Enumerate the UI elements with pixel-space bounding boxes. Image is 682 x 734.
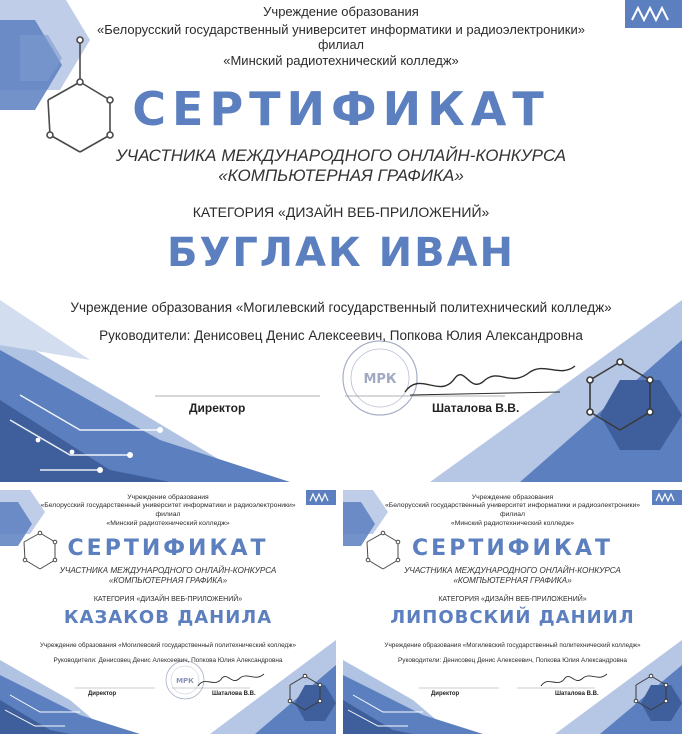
director-label: Директор [431,691,460,697]
director-label: Директор [88,691,117,697]
certificate-lipovsky [343,490,682,734]
supervisors: Руководители: Денисовец Денис Алексеевич, Попкова Юлия Александровна [398,657,627,664]
institution: Учреждение образования «Могилевский государственный политехнический колледж» [39,642,297,649]
header-line-3: филиал [318,38,364,52]
header-line-1: Учреждение образования [471,494,554,501]
certificate-kazakov [0,490,336,734]
header-line-3: филиал [500,511,525,518]
participant-line-1: УЧАСТНИКА МЕЖДУНАРОДНОГО ОНЛАЙН-КОНКУРСА [59,566,277,575]
recipient-name: БУГЛАК ИВАН [166,230,515,276]
participant-line-1: УЧАСТНИКА МЕЖДУНАРОДНОГО ОНЛАЙН-КОНКУРСА [404,566,621,575]
header-line-2: «Белорусский государственный университет информатики и радиоэлектроники» [97,22,585,37]
supervisors: Руководители: Денисовец Денис Алексеевич, Попкова Юлия Александровна [53,657,283,664]
recipient-name: КАЗАКОВ ДАНИЛА [63,607,273,628]
stamp-icon: МРК [363,372,397,387]
header-line-4: «Минский радиотехнический колледж» [450,520,575,527]
header-line-4: «Минский радиотехнический колледж» [223,53,459,68]
participant-line-2: «КОМПЬЮТЕРНАЯ ГРАФИКА» [453,576,572,585]
header-line-1: Учреждение образования [127,494,209,501]
category: КАТЕГОРИЯ «ДИЗАЙН ВЕБ-ПРИЛОЖЕНИЙ» [93,596,243,603]
recipient-name: ЛИПОВСКИЙ ДАНИИЛ [390,607,635,628]
institution: Учреждение образования «Могилевский государственный политехнический колледж» [70,300,612,315]
category: КАТЕГОРИЯ «ДИЗАЙН ВЕБ-ПРИЛОЖЕНИЙ» [192,204,490,220]
director-name: Шаталова В.В. [212,691,256,697]
institution: Учреждение образования «Могилевский государственный политехнический колледж» [384,642,641,649]
director-name: Шаталова В.В. [555,691,599,697]
certificate-title: СЕРТИФИКАТ [67,536,269,561]
header-line-3: филиал [155,511,181,518]
director-label: Директор [189,401,246,415]
header-line-2: «Белорусский государственный университет информатики и радиоэлектроники» [384,502,641,509]
participant-line-2: «КОМПЬЮТЕРНАЯ ГРАФИКА» [218,166,464,185]
stamp-icon: МРК [176,677,194,685]
certificate-title: СЕРТИФИКАТ [412,536,613,561]
certificate-title: СЕРТИФИКАТ [132,82,550,136]
director-name: Шаталова В.В. [432,401,520,415]
header-line-2: «Белорусский государственный университет информатики и радиоэлектроники» [40,502,296,509]
header-line-4: «Минский радиотехнический колледж» [106,520,230,527]
supervisors: Руководители: Денисовец Денис Алексеевич, Попкова Юлия Александровна [99,328,583,343]
participant-line-2: «КОМПЬЮТЕРНАЯ ГРАФИКА» [108,576,228,585]
header-line-1: Учреждение образования [263,4,419,19]
participant-line-1: УЧАСТНИКА МЕЖДУНАРОДНОГО ОНЛАЙН-КОНКУРСА [115,146,567,165]
category: КАТЕГОРИЯ «ДИЗАЙН ВЕБ-ПРИЛОЖЕНИЙ» [438,596,587,603]
